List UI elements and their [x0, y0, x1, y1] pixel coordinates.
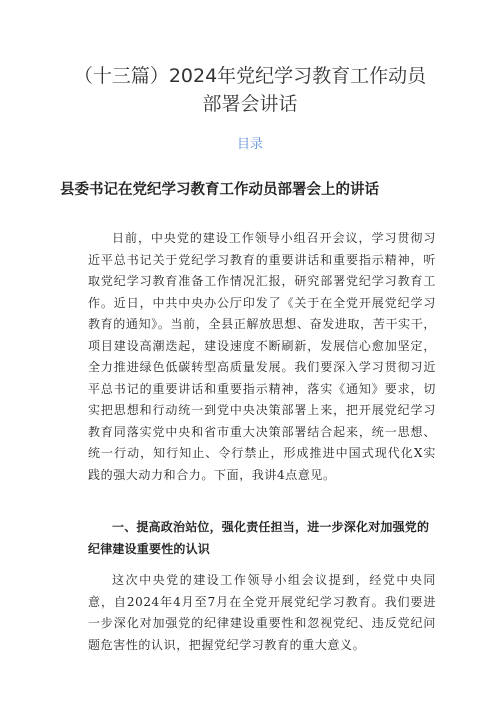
paragraph-intro: 日前，中央党的建设工作领导小组召开会议，学习贯彻习近平总书记关于党纪学习教育的重要讲话和重要指示精神，听取党纪学习教育准备工作情况汇报，研究部署党纪学习教育工作。近日，中共中央办公厅印发了《关于在全党开展党纪学习教育的通知》。当前，全县正解放思想、奋发进取，苦干实干，项目建设高潮迭起，建设速度不断刷新，发展信心愈加坚定，全力推进绿色低碳转型高质量发展。我们要深入学习贯彻习近平总书记的重要讲话和重要指示精神，落实《通知》要求，切实把思想和行动统一到党中央决策部署上来，把开展党纪学习教育同落实党中央和省市重大决策部署结合起来，统一思想、统一行动，知行知止、令行禁止，形成推进中国式现代化X实践的强大动力和合力。下面，我讲4点意见。 — [88, 231, 436, 482]
heading-point-one: 一、提高政治站位，强化责任担当，进一步深化对加强党的纪律建设重要性的认识 — [88, 520, 430, 556]
document-title — [40, 62, 460, 118]
paragraph-point-one: 这次中央党的建设工作领导小组会议提到，经党中央同意，自2024年4月至7月在全党开展党纪学习教育。我们要进一步深化对加强党的纪律建设重要性和忽视党纪、违反党纪问题危害性的认识，把握党纪学习教育的重大意义。 — [88, 573, 436, 652]
document-title-line-1: （十三篇）2024年党纪学习教育工作动员 — [73, 65, 427, 87]
document-title-line-2: 部署会讲话 — [202, 93, 298, 115]
table-of-contents-link[interactable]: 目录 — [236, 137, 263, 152]
section-title: 县委书记在党纪学习教育工作动员部署会上的讲话 — [60, 182, 379, 198]
